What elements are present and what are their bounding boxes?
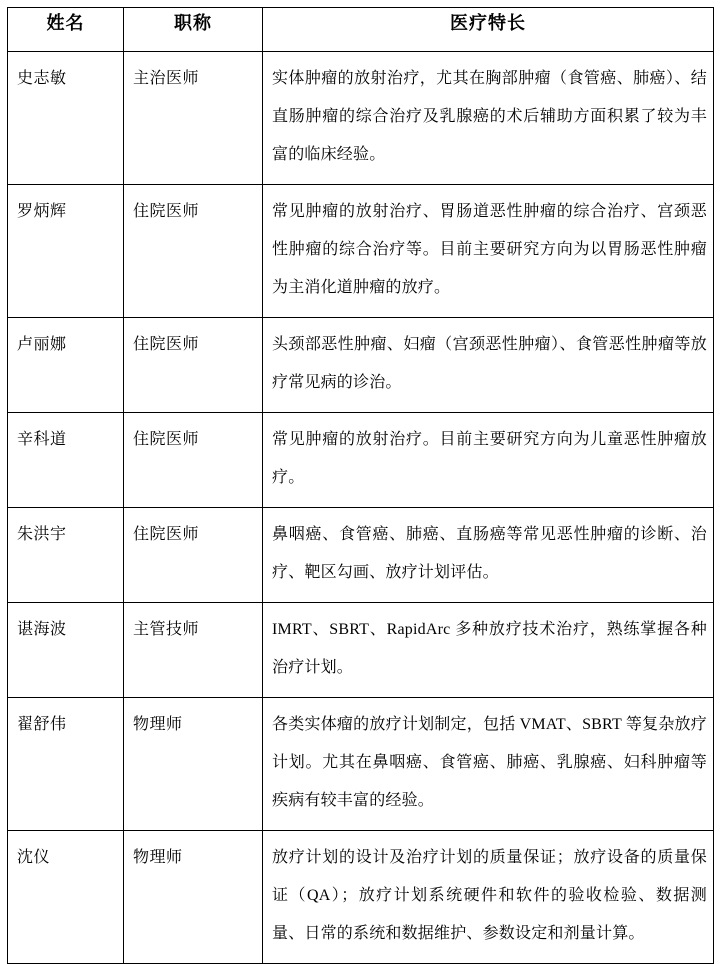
cell-specialty: 实体肿瘤的放射治疗，尤其在胸部肿瘤（食管癌、肺癌）、结直肠肿瘤的综合治疗及乳腺癌的术后辅助方面积累了较为丰富的临床经验。 xyxy=(263,52,714,185)
cell-name: 翟舒伟 xyxy=(8,698,124,831)
cell-title: 住院医师 xyxy=(124,185,263,318)
cell-title: 住院医师 xyxy=(124,508,263,603)
cell-specialty: IMRT、SBRT、RapidArc 多种放疗技术治疗，熟练掌握各种治疗计划。 xyxy=(263,603,714,698)
table-row xyxy=(8,185,714,318)
table-row xyxy=(8,508,714,603)
table-row xyxy=(8,413,714,508)
cell-title: 物理师 xyxy=(124,831,263,964)
table-header xyxy=(8,8,714,52)
cell-specialty: 头颈部恶性肿瘤、妇瘤（宫颈恶性肿瘤）、食管恶性肿瘤等放疗常见病的诊治。 xyxy=(263,318,714,413)
cell-name: 辛科道 xyxy=(8,413,124,508)
cell-title: 主管技师 xyxy=(124,603,263,698)
cell-specialty: 鼻咽癌、食管癌、肺癌、直肠癌等常见恶性肿瘤的诊断、治疗、靶区勾画、放疗计划评估。 xyxy=(263,508,714,603)
cell-specialty: 各类实体瘤的放疗计划制定，包括 VMAT、SBRT 等复杂放疗计划。尤其在鼻咽癌、食管癌、肺癌、乳腺癌、妇科肿瘤等疾病有较丰富的经验。 xyxy=(263,698,714,831)
cell-specialty: 放疗计划的设计及治疗计划的质量保证；放疗设备的质量保证（QA）；放疗计划系统硬件和软件的验收检验、数据测量、日常的系统和数据维护、参数设定和剂量计算。 xyxy=(263,831,714,964)
column-header-desc: 医疗特长 xyxy=(263,8,714,52)
cell-title: 住院医师 xyxy=(124,413,263,508)
cell-name: 谌海波 xyxy=(8,603,124,698)
table-header-row xyxy=(8,8,714,52)
table-row xyxy=(8,603,714,698)
column-header-name: 姓名 xyxy=(8,8,124,52)
cell-name: 卢丽娜 xyxy=(8,318,124,413)
cell-title: 物理师 xyxy=(124,698,263,831)
column-header-title: 职称 xyxy=(124,8,263,52)
cell-title: 主治医师 xyxy=(124,52,263,185)
cell-title: 住院医师 xyxy=(124,318,263,413)
table-row xyxy=(8,831,714,964)
cell-name: 罗炳辉 xyxy=(8,185,124,318)
cell-specialty: 常见肿瘤的放射治疗。目前主要研究方向为儿童恶性肿瘤放疗。 xyxy=(263,413,714,508)
table-row xyxy=(8,318,714,413)
table-body xyxy=(8,52,714,964)
cell-specialty: 常见肿瘤的放射治疗、胃肠道恶性肿瘤的综合治疗、宫颈恶性肿瘤的综合治疗等。目前主要研究方向为以胃肠恶性肿瘤为主消化道肿瘤的放疗。 xyxy=(263,185,714,318)
cell-name: 朱洪宇 xyxy=(8,508,124,603)
table-row xyxy=(8,698,714,831)
table-row xyxy=(8,52,714,185)
medical-staff-table xyxy=(7,7,714,964)
cell-name: 沈仪 xyxy=(8,831,124,964)
cell-name: 史志敏 xyxy=(8,52,124,185)
